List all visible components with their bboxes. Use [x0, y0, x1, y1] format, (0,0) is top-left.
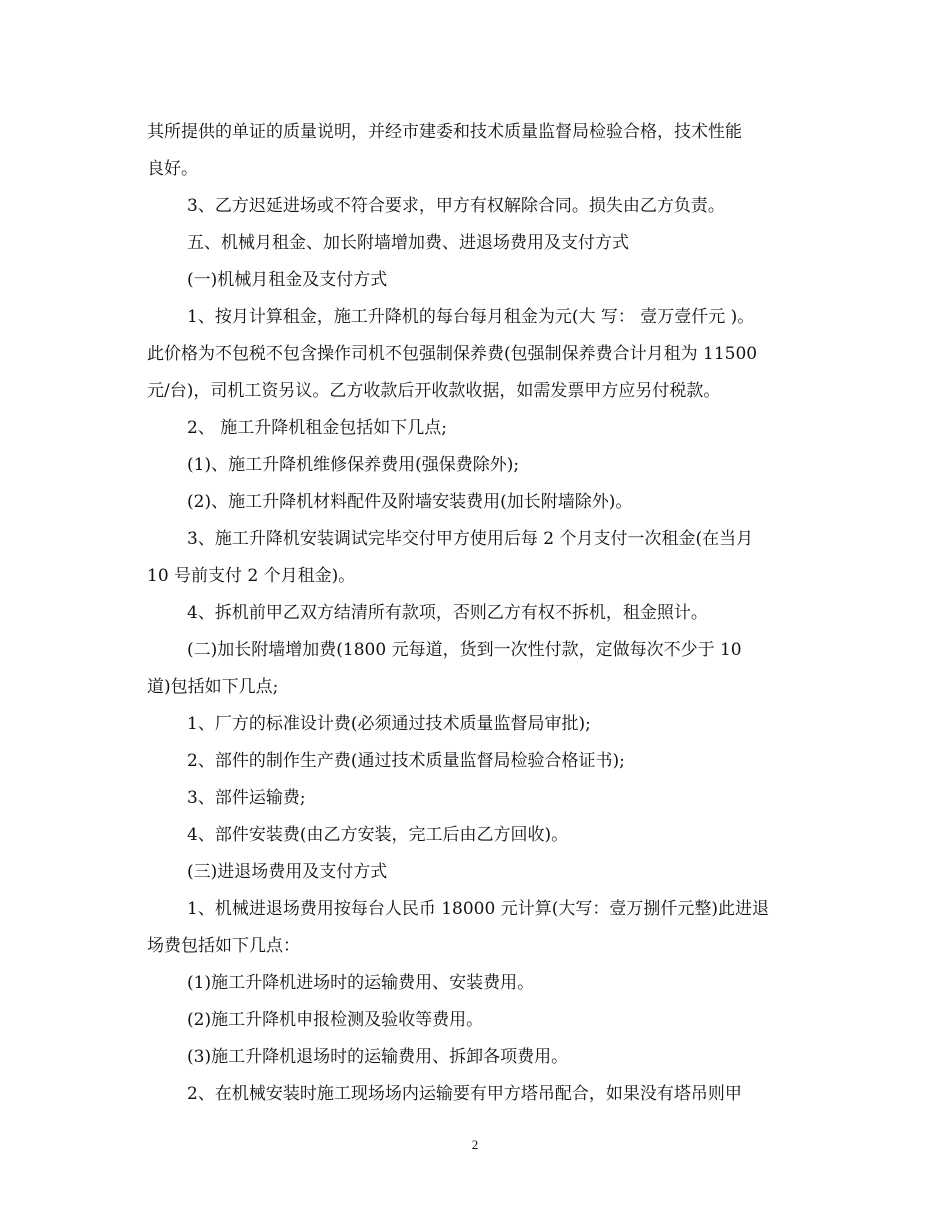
text-line: 此价格为不包税不包含操作司机不包强制保养费(包强制保养费合计月租为 11500 — [147, 344, 758, 364]
text-line: 1、按月计算租金，施工升降机的每台每月租金为元(大 写： 壹万壹仟元 )。 — [187, 307, 755, 327]
text-line: 元/台)，司机工资另议。乙方收款后开收款收据，如需发票甲方应另付税款。 — [147, 381, 721, 401]
text-line: 2、部件的制作生产费(通过技术质量监督局检验合格证书); — [187, 751, 625, 771]
text-line: 1、机械进退场费用按每台人民币 18000 元计算(大写：壹万捌仟元整)此进退 — [187, 899, 769, 919]
document-body — [147, 114, 807, 1113]
text-line: 2、 施工升降机租金包括如下几点; — [187, 418, 447, 438]
text-line: 2、在机械安装时施工现场场内运输要有甲方塔吊配合，如果没有塔吊则甲 — [187, 1084, 742, 1104]
text-line: 3、施工升降机安装调试完毕交付甲方使用后每 2 个月支付一次租金(在当月 — [187, 529, 754, 549]
text-line: (2)、施工升降机材料配件及附墙安装费用(加长附墙除外)。 — [187, 492, 633, 512]
text-line: 4、部件安装费(由乙方安装，完工后由乙方回收)。 — [187, 825, 569, 845]
text-line: (三)进退场费用及支付方式 — [187, 862, 388, 882]
text-line: (1)施工升降机进场时的运输费用、安装费用。 — [187, 973, 535, 993]
text-line: 道)包括如下几点; — [147, 677, 279, 697]
text-line: 五、机械月租金、加长附墙增加费、进退场费用及支付方式 — [187, 233, 629, 253]
text-line: (1)、施工升降机维修保养费用(强保费除外); — [187, 455, 520, 475]
text-line: 良好。 — [147, 159, 198, 179]
text-line: (二)加长附墙增加费(1800 元每道，货到一次性付款，定做每次不少于 10 — [187, 640, 742, 660]
page-number: 2 — [471, 1137, 479, 1152]
text-line: 1、厂方的标准设计费(必须通过技术质量监督局审批); — [187, 714, 591, 734]
text-line: (一)机械月租金及支付方式 — [187, 270, 388, 290]
text-line: 其所提供的单证的质量说明，并经市建委和技术质量监督局检验合格，技术性能 — [147, 122, 742, 142]
text-line: 3、部件运输费; — [187, 788, 306, 808]
text-line: (3)施工升降机退场时的运输费用、拆卸各项费用。 — [187, 1047, 569, 1067]
text-line: 3、乙方迟延进场或不符合要求，甲方有权解除合同。损失由乙方负责。 — [187, 196, 725, 216]
text-line: 场费包括如下几点： — [147, 936, 300, 956]
text-line: 10 号前支付 2 个月租金)。 — [147, 566, 356, 586]
text-line: (2)施工升降机申报检测及验收等费用。 — [187, 1010, 484, 1030]
text-line: 4、拆机前甲乙双方结清所有款项，否则乙方有权不拆机，租金照计。 — [187, 603, 708, 623]
